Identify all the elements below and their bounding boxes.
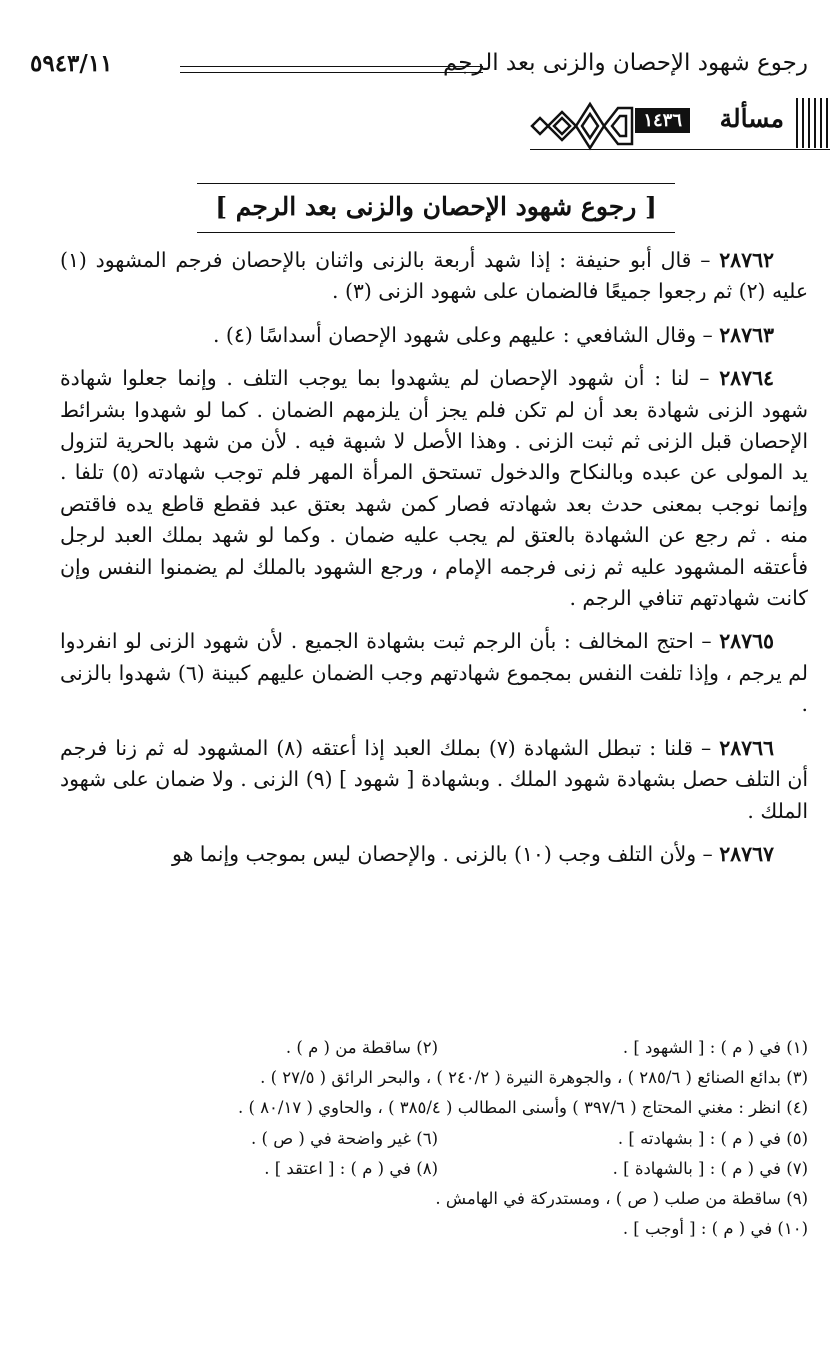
masala-label: مسألة bbox=[719, 104, 784, 133]
footnote: (٩) ساقطة من صلب ( ص ) ، ومستدركة في الهامش . bbox=[435, 1189, 808, 1209]
footnote: (٤) انظر : مغني المحتاج ( ٣٩٧/٦ ) وأسنى المطالب ( ٣٨٥/٤ ) ، والحاوي ( ٨٠/١٧ ) . bbox=[238, 1098, 808, 1118]
section-title: [ رجوع شهود الإحصان والزنى بعد الرجم ] bbox=[215, 192, 657, 221]
body-text bbox=[60, 245, 808, 882]
footnotes bbox=[60, 1033, 808, 1244]
masala-number: ١٤٣٦ bbox=[635, 108, 690, 133]
paragraph-number: ٢٨٧٦٣ bbox=[719, 322, 774, 347]
vertical-lines-ornament bbox=[796, 98, 830, 148]
footnote: (١) في ( م ) : [ الشهود ] . bbox=[622, 1038, 808, 1057]
paragraph-number: ٢٨٧٦٢ bbox=[719, 248, 774, 272]
footnote-row bbox=[60, 1184, 808, 1214]
paragraph-text: – ولأن التلف وجب (١٠) بالزنى . والإحصان ليس بموجب وإنما هو bbox=[172, 841, 720, 866]
paragraph bbox=[60, 626, 808, 720]
paragraph bbox=[60, 839, 808, 870]
footnote-row bbox=[60, 1093, 808, 1123]
footnote: (٨) في ( م ) : [ اعتقد ] . bbox=[264, 1158, 438, 1178]
paragraph-number: ٢٨٧٦٥ bbox=[719, 629, 774, 654]
paragraph-text: – لنا : أن شهود الإحصان لم يشهدوا بما يوجب التلف . وإنما جعلوا شهادة شهود الزنى شهادة بعد أن لم تكن فلم يجز أن يلزمهم الضمان . كما لو شهدوا بشرائط الإحصان قبل الزنى ثم ثبت الزنى . وهذا الأصل لا شبهة فيه . لأن من شهد بالحرية لتزول يد المولى عن عبده وبالنكاح والدخول تستحق المرأة المهر فلم توجب شهادته (٥) تلفا . وإنما نوجب بمعنى حدث بعد شهادته فصار كمن شهد بعتق عبد فقطع قاطع يده فاقتص منه . ثم رجع عن الشهادة بالعتق لم يجب عليه ضمان . وكما لو شهد بملك العبد لرجل فأعتقه المشهود عليه ثم زنى فرجمه الإمام ، ورجع الشهود بالملك لم يضمنوا النفس وإن كانت شهادتهم تنافي الرجم . bbox=[60, 366, 808, 611]
paragraph bbox=[60, 733, 808, 827]
footnote-row bbox=[60, 1063, 808, 1093]
footnote: (٧) في ( م ) : [ بالشهادة ] . bbox=[612, 1158, 808, 1178]
paragraph-text: – قلنا : تبطل الشهادة (٧) بملك العبد إذا أعتقه (٨) المشهود له ثم زنا فرجم أن التلف حصل بشهادة شهود الملك . وبشهادة [ شهود ] (٩) الزنى . ولا ضمان على شهود الملك . bbox=[60, 735, 809, 823]
paragraph-text: – وقال الشافعي : عليهم وعلى شهود الإحصان أسداسًا (٤) . bbox=[212, 322, 720, 347]
paragraph bbox=[60, 320, 808, 351]
footnote-row bbox=[60, 1214, 808, 1244]
footnote: (٦) غير واضحة في ( ص ) . bbox=[251, 1128, 438, 1148]
footnote: (٣) بدائع الصنائع ( ٢٨٥/٦ ) ، والجوهرة النيرة ( ٢٤٠/٢ ) ، والبحر الرائق ( ٢٧/٥ ) . bbox=[260, 1068, 808, 1088]
paragraph-text: – احتج المخالف : بأن الرجم ثبت بشهادة الجميع . لأن شهود الزنى لو انفردوا لم يرجم ، وإذا تلفت النفس بمجموع شهادتهم وجب الضمان عليهم كبينة (٦) شهدوا بالزنى . bbox=[60, 629, 809, 717]
footnote-row bbox=[60, 1124, 808, 1154]
footnote: (١٠) في ( م ) : [ أوجب ] . bbox=[622, 1219, 808, 1239]
paragraph-number: ٢٨٧٦٦ bbox=[719, 735, 775, 760]
footnote-row bbox=[60, 1154, 808, 1184]
paragraph-text: – قال أبو حنيفة : إذا شهد أربعة بالزنى واثنان بالإحصان فرجم المشهود (١) عليه (٢) ثم رجعوا جميعًا فالضمان على شهود الزنى (٣) . bbox=[60, 248, 808, 304]
paragraph bbox=[60, 245, 808, 308]
paragraph bbox=[60, 363, 808, 614]
footnote: (٢) ساقطة من ( م ) . bbox=[285, 1038, 438, 1057]
running-title: رجوع شهود الإحصان والزنى بعد الرجم bbox=[442, 50, 808, 76]
paragraph-number: ٢٨٧٦٧ bbox=[719, 841, 774, 866]
page-reference: ٥٩٤٣/١١ bbox=[30, 50, 113, 77]
footnote: (٥) في ( م ) : [ بشهادته ] . bbox=[617, 1128, 808, 1148]
geometric-ornament-icon bbox=[528, 94, 640, 158]
running-header bbox=[30, 44, 808, 84]
footnote-row bbox=[60, 1033, 808, 1063]
paragraph-number: ٢٨٧٦٤ bbox=[719, 366, 774, 391]
header-double-rule bbox=[180, 66, 483, 73]
section-heading-box bbox=[197, 183, 675, 233]
